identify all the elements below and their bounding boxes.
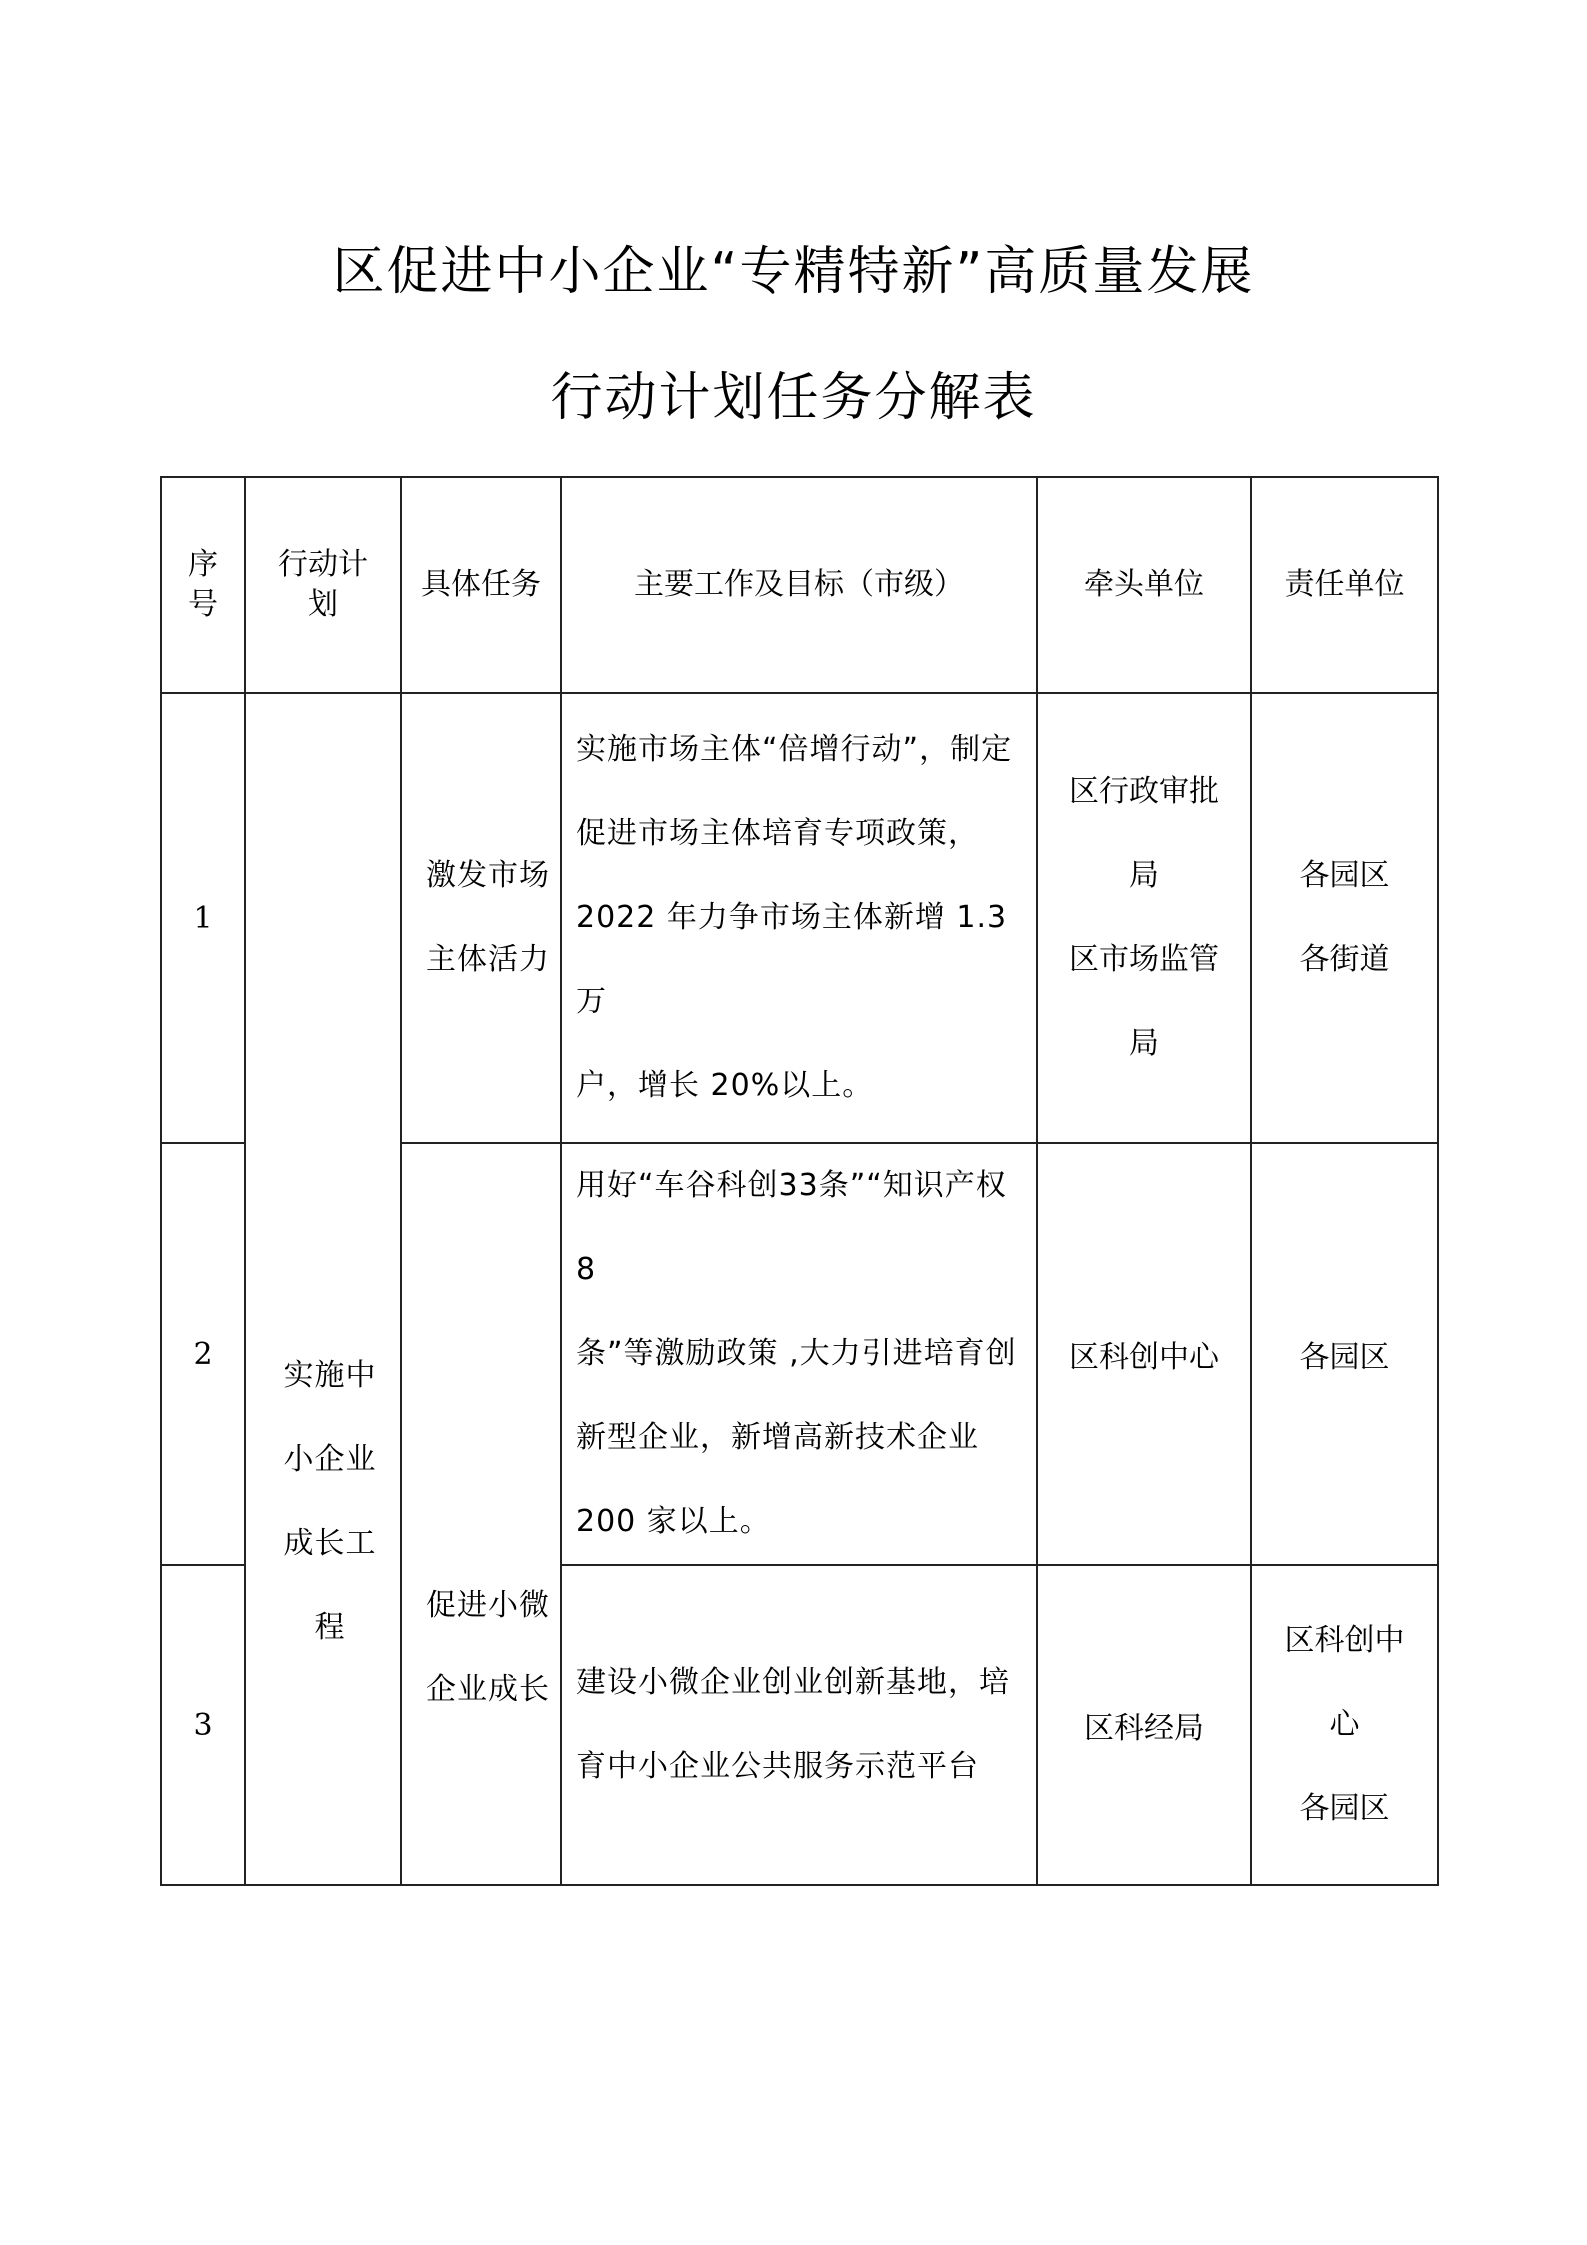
document-title-line-1: 区促进中小企业“专精特新”高质量发展 (332, 242, 1255, 302)
action-plan-cell (245, 693, 401, 1885)
lead-unit-line: 区市场监管 (1069, 942, 1219, 977)
main-work-line: 户，增长 20%以上。 (576, 1068, 874, 1103)
lead-unit-line: 局 (1129, 858, 1159, 893)
action-plan-line: 成长工 (283, 1526, 377, 1561)
header-resp: 责任单位 (1251, 477, 1438, 693)
row-number: 2 (161, 1143, 245, 1565)
main-work-cell (561, 693, 1037, 1143)
responsible-unit-line: 各街道 (1299, 942, 1390, 977)
action-plan-line: 小企业 (283, 1442, 377, 1477)
header-lead: 牵头单位 (1037, 477, 1251, 693)
specific-task-cell (401, 1143, 561, 1885)
table-header-row (161, 477, 1438, 693)
header-work: 主要工作及目标（市级） (561, 477, 1037, 693)
main-work-cell (561, 1565, 1037, 1885)
header-plan (245, 477, 401, 693)
row-number: 1 (161, 693, 245, 1143)
main-work-line: 200 家以上。 (576, 1504, 771, 1539)
lead-unit-cell (1037, 1565, 1251, 1885)
header-plan-line-1: 行动计 (278, 547, 368, 583)
responsible-unit-cell (1251, 1565, 1438, 1885)
main-work-line: 促进市场主体培育专项政策， (576, 816, 979, 851)
lead-unit-line: 局 (1129, 1026, 1159, 1061)
lead-unit-cell (1037, 1143, 1251, 1565)
main-work-line: 育中小企业公共服务示范平台 (576, 1749, 979, 1784)
main-work-cell (561, 1143, 1037, 1565)
responsible-unit-cell (1251, 1143, 1438, 1565)
main-work-line: 条”等激励政策 ,大力引进培育创 (576, 1336, 1017, 1371)
document-title-line-2: 行动计划任务分解表 (550, 368, 1037, 428)
responsible-unit-line: 心 (1329, 1707, 1360, 1742)
header-no-line-2: 号 (188, 587, 218, 622)
action-plan-line: 实施中 (283, 1358, 377, 1393)
main-work-line: 新型企业，新增高新技术企业 (576, 1420, 979, 1455)
lead-unit-line: 区科经局 (1084, 1711, 1204, 1746)
header-no-line-1: 序 (188, 547, 218, 583)
main-work-line: 2022 年力争市场主体新增 1.3 万 (576, 900, 1008, 1019)
main-work-line: 用好“车谷科创33条”“知识产权8 (576, 1168, 1007, 1287)
lead-unit-line: 区科创中心 (1069, 1340, 1219, 1375)
specific-task-line: 激发市场 (426, 858, 550, 893)
responsible-unit-line: 区科创中 (1284, 1623, 1405, 1658)
lead-unit-cell (1037, 693, 1251, 1143)
lead-unit-line: 区行政审批 (1069, 774, 1219, 809)
main-work-line: 实施市场主体“倍增行动”，制定 (576, 732, 1013, 767)
responsible-unit-line: 各园区 (1299, 1791, 1390, 1826)
responsible-unit-cell (1251, 693, 1438, 1143)
row-number: 3 (161, 1565, 245, 1885)
main-work-line: 建设小微企业创业创新基地，培 (576, 1665, 1010, 1700)
specific-task-cell (401, 693, 561, 1143)
specific-task-line: 促进小微 (426, 1588, 550, 1623)
header-task: 具体任务 (401, 477, 561, 693)
action-plan-line: 程 (314, 1610, 346, 1645)
task-breakdown-table (160, 476, 1439, 1886)
specific-task-line: 主体活力 (426, 942, 550, 977)
header-no (161, 477, 245, 693)
responsible-unit-line: 各园区 (1299, 858, 1390, 893)
specific-task-line: 企业成长 (426, 1672, 550, 1707)
header-plan-line-2: 划 (308, 587, 338, 622)
responsible-unit-line: 各园区 (1299, 1340, 1390, 1375)
table-row (161, 693, 1438, 1143)
